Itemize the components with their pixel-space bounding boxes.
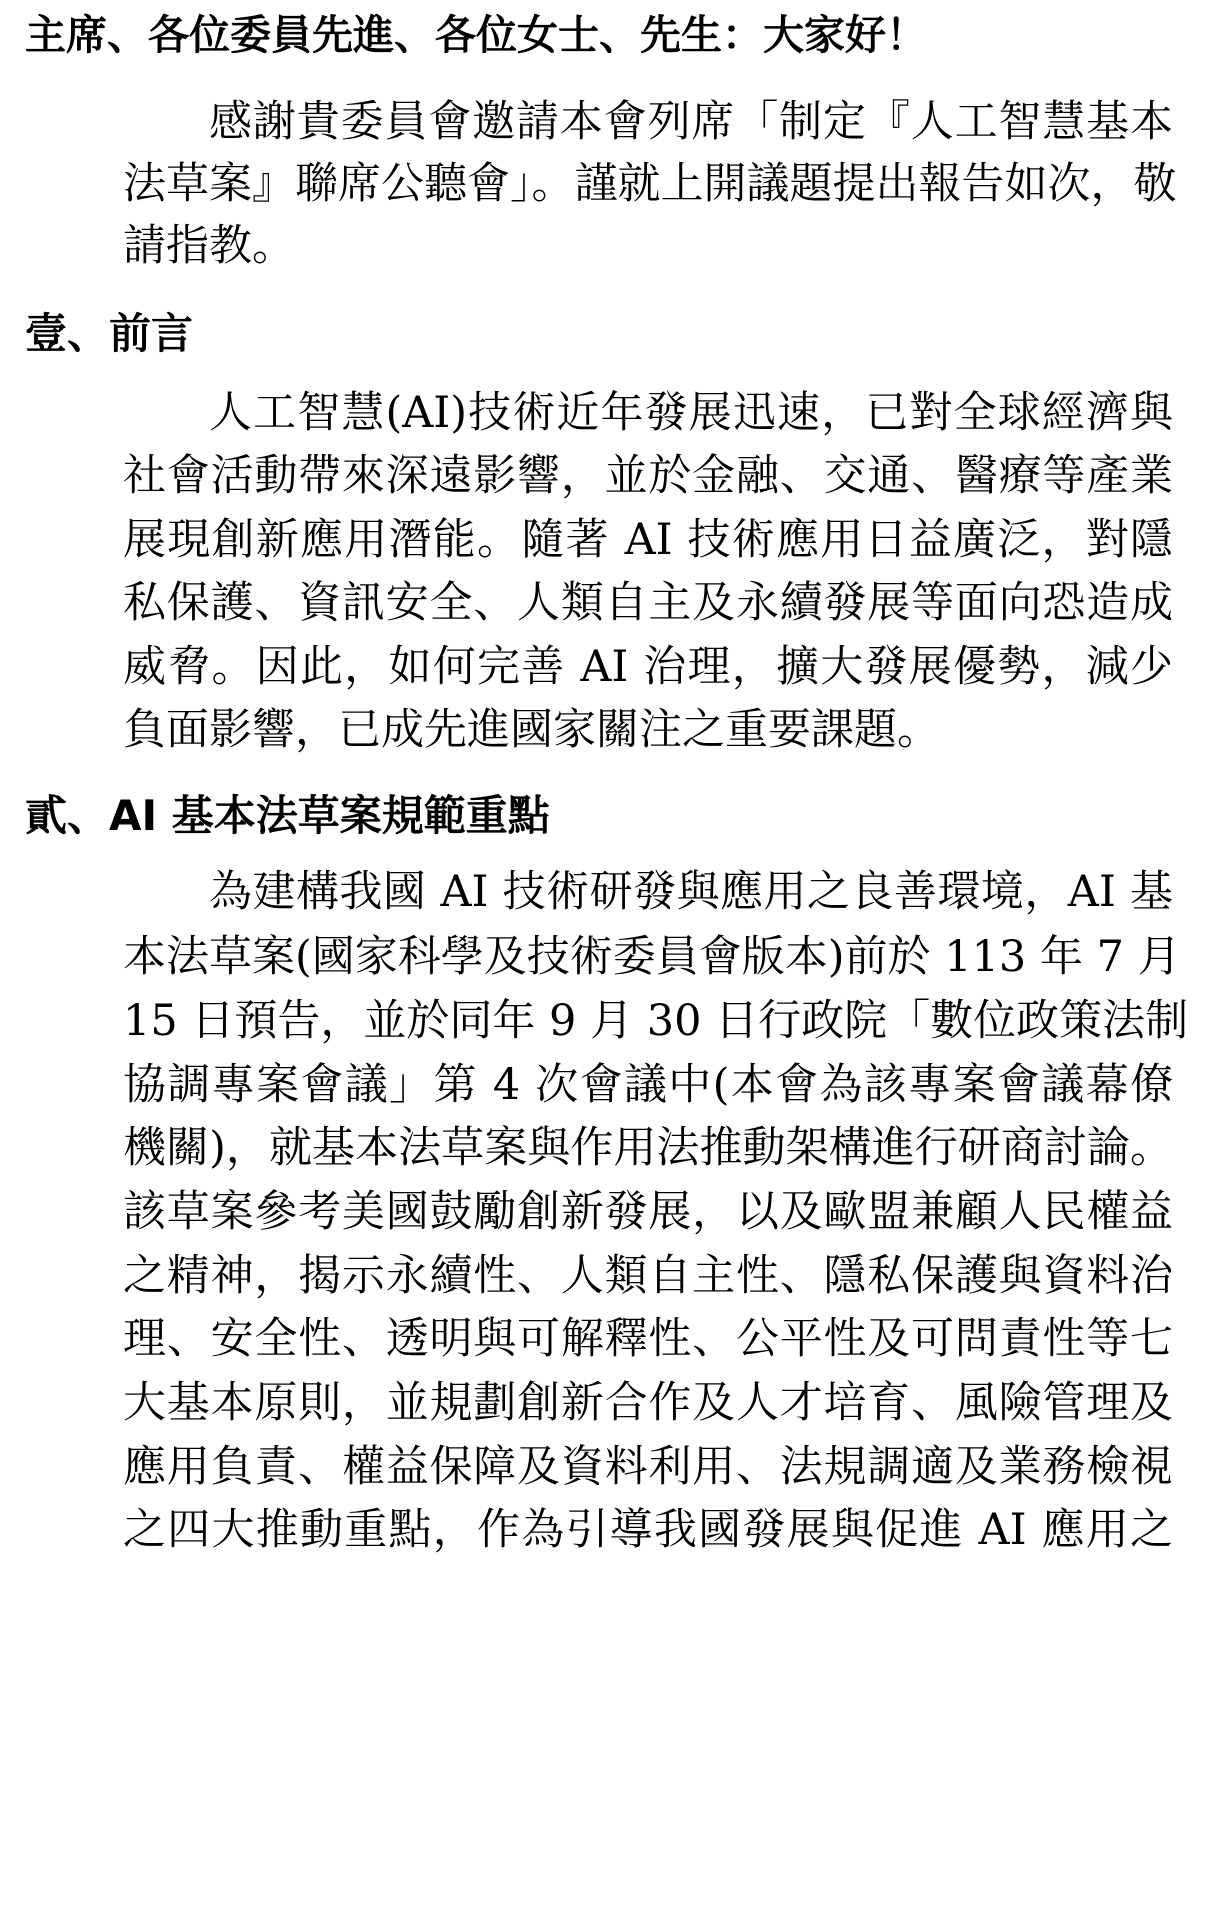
section2-line: 理、安全性、透明與可解釋性、公平性及可問責性等七 xyxy=(123,1314,1173,1364)
section2-line: 協調專案會議」第 4 次會議中(本會為該專案會議幕僚 xyxy=(123,1060,1173,1110)
section1-line: 威脅。因此，如何完善 AI 治理，擴大發展優勢，減少 xyxy=(123,642,1173,692)
section1-line: 私保護、資訊安全、人類自主及永續發展等面向恐造成 xyxy=(123,578,1173,628)
greeting: 主席、各位委員先進、各位女士、先生：大家好！ xyxy=(25,11,927,59)
intro-line: 感謝貴委員會邀請本會列席「制定『人工智慧基本 xyxy=(209,97,1173,147)
section1-line: 展現創新應用潛能。隨著 AI 技術應用日益廣泛，對隱 xyxy=(123,515,1173,565)
section2-line: 本法草案(國家科學及技術委員會版本)前於 113 年 7 月 xyxy=(123,932,1181,982)
section2-line: 大基本原則，並規劃創新合作及人才培育、風險管理及 xyxy=(123,1378,1173,1428)
section1-line: 負面影響，已成先進國家關注之重要課題。 xyxy=(123,705,940,755)
section2-line: 機關)，就基本法草案與作用法推動架構進行研商討論。 xyxy=(123,1123,1173,1173)
section2-line: 15 日預告，並於同年 9 月 30 日行政院「數位政策法制 xyxy=(123,996,1189,1046)
section2-line: 之四大推動重點，作為引導我國發展與促進 AI 應用之 xyxy=(123,1505,1173,1555)
section-heading-ai-basic-law: 貳、AI 基本法草案規範重點 xyxy=(25,791,550,840)
section-heading-preface: 壹、前言 xyxy=(25,309,194,358)
section2-line: 之精神，揭示永續性、人類自主性、隱私保護與資料治 xyxy=(123,1251,1173,1301)
intro-line: 法草案』聯席公聽會」。謹就上開議題提出報告如次，敬 xyxy=(123,159,1177,209)
section1-line: 社會活動帶來深遠影響，並於金融、交通、醫療等產業 xyxy=(123,451,1173,501)
section2-line: 應用負責、權益保障及資料利用、法規調適及業務檢視 xyxy=(123,1442,1173,1492)
section2-line: 為建構我國 AI 技術研發與應用之良善環境，AI 基 xyxy=(209,867,1173,917)
intro-line: 請指教。 xyxy=(123,221,295,271)
section2-line: 該草案參考美國鼓勵創新發展，以及歐盟兼顧人民權益 xyxy=(123,1187,1173,1237)
section1-line: 人工智慧(AI)技術近年發展迅速，已對全球經濟與 xyxy=(209,388,1173,438)
